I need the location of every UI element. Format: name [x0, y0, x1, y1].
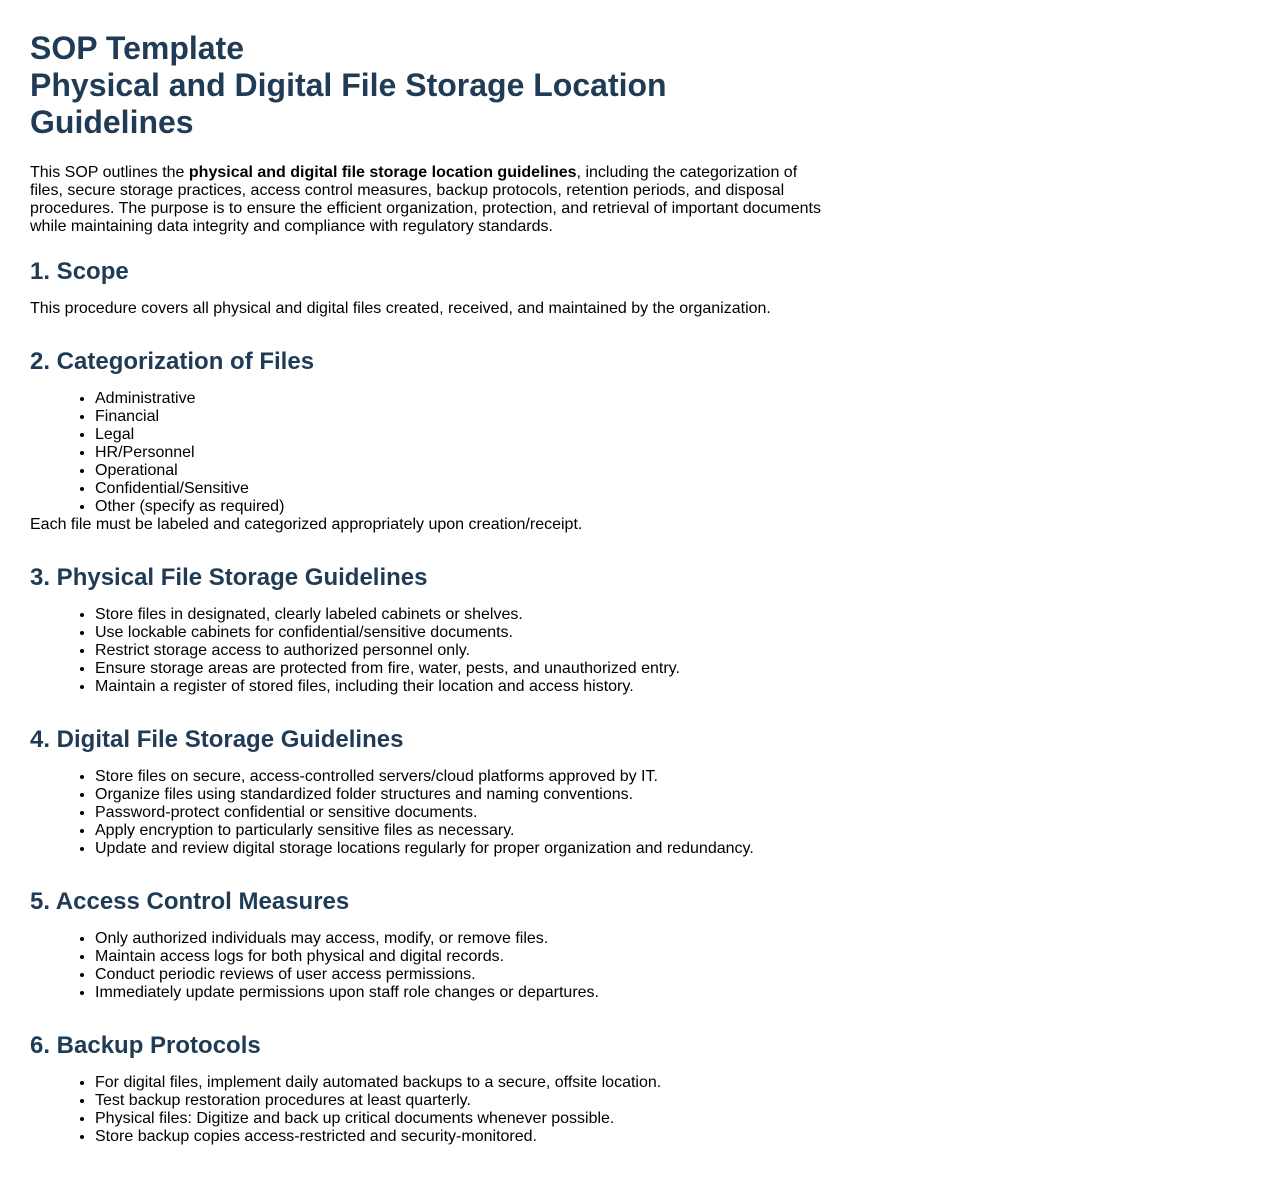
intro-paragraph: [30, 164, 830, 236]
list-item: • Restrict storage access to authorized personnel only.: [95, 642, 830, 660]
list-item: • Apply encryption to particularly sensitive files as necessary.: [95, 822, 830, 840]
list-item: • Other (specify as required): [95, 498, 830, 516]
list-item: • Store backup copies access-restricted and security-monitored.: [95, 1128, 830, 1146]
section-scope: [30, 258, 830, 318]
list-item: • Confidential/Sensitive: [95, 480, 830, 498]
title-line-3: Guidelines: [30, 104, 194, 140]
list-item: • Use lockable cabinets for confidential/sensitive documents.: [95, 624, 830, 642]
section-categorization: [30, 348, 830, 534]
section-heading-categorization: 2. Categorization of Files: [30, 348, 315, 375]
categorization-list: [30, 390, 830, 516]
digital-list: [30, 768, 830, 858]
section-heading-access: 5. Access Control Measures: [30, 888, 350, 915]
list-item: • Store files in designated, clearly labeled cabinets or shelves.: [95, 606, 830, 624]
list-item: • Update and review digital storage locations regularly for proper organization and redundancy.: [95, 840, 830, 858]
categorization-note: Each file must be labeled and categorized appropriately upon creation/receipt.: [30, 516, 583, 533]
page-title: [30, 30, 830, 141]
access-list: [30, 930, 830, 1002]
physical-list: [30, 606, 830, 696]
list-item: • Test backup restoration procedures at least quarterly.: [95, 1092, 830, 1110]
backup-list: [30, 1074, 830, 1146]
section-physical-storage: [30, 564, 830, 696]
section-backup: [30, 1032, 830, 1146]
section-heading-physical: 3. Physical File Storage Guidelines: [30, 564, 428, 591]
list-item: • Password-protect confidential or sensitive documents.: [95, 804, 830, 822]
intro-bold: physical and digital file storage location guidelines: [188, 164, 577, 181]
section-heading-scope: 1. Scope: [30, 258, 129, 285]
list-item: • For digital files, implement daily automated backups to a secure, offsite location.: [95, 1074, 830, 1092]
list-item: • HR/Personnel: [95, 444, 830, 462]
list-item: • Ensure storage areas are protected from fire, water, pests, and unauthorized entry.: [95, 660, 830, 678]
list-item: • Immediately update permissions upon staff role changes or departures.: [95, 984, 830, 1002]
list-item: • Only authorized individuals may access, modify, or remove files.: [95, 930, 830, 948]
scope-text: This procedure covers all physical and digital files created, received, and maintained by the organization.: [30, 300, 771, 317]
section-access-control: [30, 888, 830, 1002]
list-item: • Conduct periodic reviews of user access permissions.: [95, 966, 830, 984]
intro-prefix: This SOP outlines the: [30, 164, 189, 181]
list-item: • Physical files: Digitize and back up critical documents whenever possible.: [95, 1110, 830, 1128]
list-item: • Operational: [95, 462, 830, 480]
section-digital-storage: [30, 726, 830, 858]
section-heading-digital: 4. Digital File Storage Guidelines: [30, 726, 404, 753]
list-item: • Financial: [95, 408, 830, 426]
list-item: • Store files on secure, access-controlled servers/cloud platforms approved by IT.: [95, 768, 830, 786]
section-heading-backup: 6. Backup Protocols: [30, 1032, 261, 1059]
list-item: • Organize files using standardized folder structures and naming conventions.: [95, 786, 830, 804]
list-item: • Maintain access logs for both physical and digital records.: [95, 948, 830, 966]
list-item: • Maintain a register of stored files, including their location and access history.: [95, 678, 830, 696]
list-item: • Administrative: [95, 390, 830, 408]
title-line-1: SOP Template: [30, 30, 244, 66]
intro-suffix: , including the categorization of files, secure storage practices, access control measures, backup protocols, retention periods, and disposal procedures. The purpose is to ensure the efficient organization, protection, and retrieval of important documents while maintaining data integrity and compliance with regulatory standards.: [30, 164, 821, 235]
list-item: • Legal: [95, 426, 830, 444]
title-line-2: Physical and Digital File Storage Location: [30, 67, 667, 103]
